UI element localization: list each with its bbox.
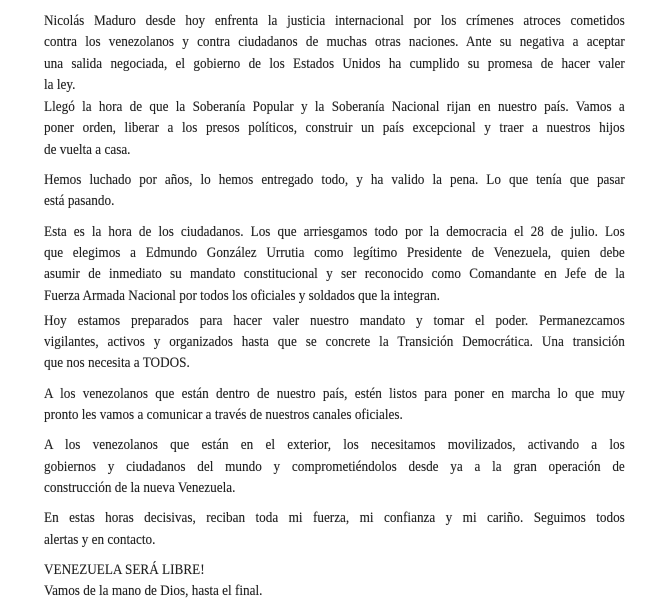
text-line: pronto les vamos a comunicar a través de nuestros canales oficiales. — [44, 407, 403, 424]
text-line: una salida negociada, el gobierno de los Estados Unidos ha cumplido su promesa de hacer valer — [44, 55, 625, 72]
text-line: que elegimos a Edmundo González Urrutia como legítimo Presidente de Venezuela, quien debe — [44, 244, 625, 261]
text-line: Hoy estamos preparados para hacer valer nuestro mandato y tomar el poder. Permanezcamos — [44, 312, 625, 329]
text-line: Esta es la hora de los ciudadanos. Los que arriesgamos todo por la democracia el 28 de julio. Los — [44, 223, 625, 240]
text-line: Nicolás Maduro desde hoy enfrenta la justicia internacional por los crímenes atroces cometidos — [44, 13, 625, 29]
text-line: poner orden, liberar a los presos políticos, construir un país excepcional y traer a nuestros hijos — [44, 120, 625, 137]
paragraph — [44, 170, 625, 213]
text-line: Llegó la hora de que la Soberanía Popular y la Soberanía Nacional rijan en nuestro país. Vamos a — [44, 99, 625, 116]
text-line: que nos necesita a TODOS. — [44, 355, 190, 372]
paragraph — [44, 560, 625, 602]
text-line: contra los venezolanos y contra ciudadanos de muchas otras naciones. Ante su negativa a aceptar — [44, 34, 625, 51]
paragraph — [44, 435, 625, 499]
paragraph — [44, 311, 625, 375]
document-body — [44, 11, 625, 602]
text-line: vigilantes, activos y organizados hasta que se concrete la Transición Democrática. Una transición — [44, 334, 625, 351]
paragraph — [44, 508, 625, 551]
text-line: de vuelta a casa. — [44, 141, 131, 158]
text-line: A los venezolanos que están en el exterior, los necesitamos movilizados, activando a los — [44, 437, 625, 454]
text-line: Hemos luchado por años, lo hemos entregado todo, y ha valido la pena. Lo que tenía que pasar — [44, 172, 625, 189]
text-line: está pasando. — [44, 193, 115, 210]
text-line: Fuerza Armada Nacional por todos los oficiales y soldados que la integran. — [44, 287, 440, 304]
paragraph — [44, 222, 625, 307]
text-line: gobiernos y ciudadanos del mundo y comprometiéndolos desde ya a la gran operación de — [44, 458, 625, 475]
text-line: asumir de inmediato su mandato constitucional y ser reconocido como Comandante en Jefe de la — [44, 266, 625, 283]
text-line: En estas horas decisivas, reciban toda mi fuerza, mi confianza y mi cariño. Seguimos todos — [44, 510, 625, 527]
text-line: VENEZUELA SERÁ LIBRE! — [44, 561, 205, 578]
text-line: alertas y en contacto. — [44, 531, 156, 548]
paragraph — [44, 97, 625, 161]
text-line: Vamos de la mano de Dios, hasta el final. — [44, 583, 263, 600]
paragraph — [44, 11, 625, 96]
paragraph — [44, 384, 625, 427]
text-line: A los venezolanos que están dentro de nuestro país, estén listos para poner en marcha lo que muy — [44, 385, 625, 402]
text-line: la ley. — [44, 76, 76, 93]
text-line: construcción de la nueva Venezuela. — [44, 479, 236, 496]
